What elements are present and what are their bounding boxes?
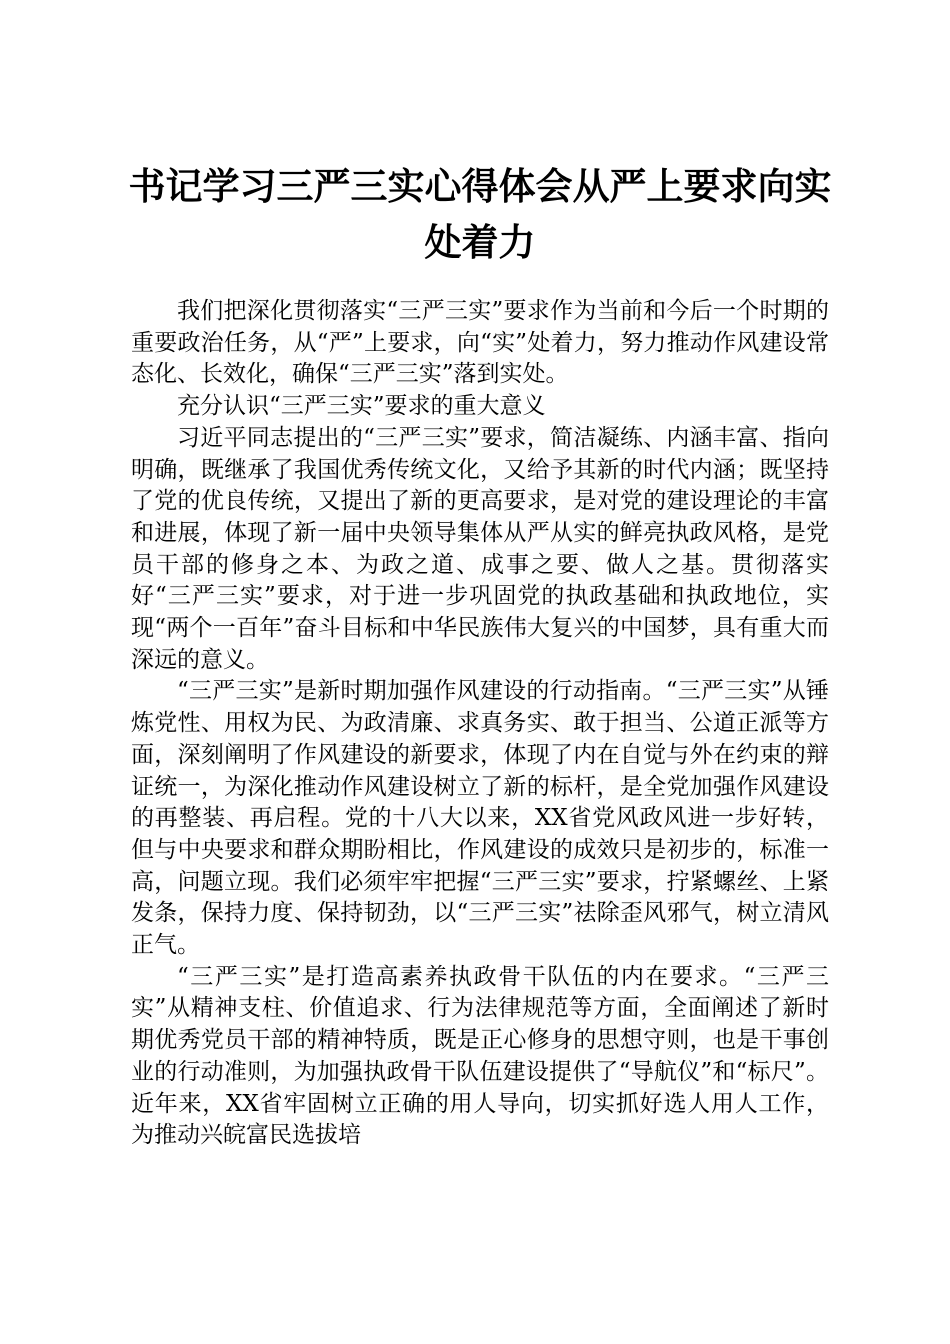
section-heading: 充分认识“三严三实”要求的重大意义 — [177, 393, 546, 420]
paragraph-significance: 习近平同志提出的“三严三实”要求，简洁凝练、内涵丰富、指向明确，既继承了我国优秀传统文化，又给予其新的时代内涵；既坚持了党的优良传统，又提出了新的更高要求，是对党的建设理论的丰富和进展，体现了新一届中央领导集体从严从实的鲜亮执政风格，是党员干部的修身之本、为政之道、成事之要、做人之基。贯彻落实好“三严三实”要求，对于进一步巩固党的执政基础和执政地位，实现“两个一百年”奋斗目标和中华民族伟大复兴的中国梦，具有重大而深远的意义。 — [131, 424, 829, 673]
paragraph-intro: 我们把深化贯彻落实“三严三实”要求作为当前和今后一个时期的重要政治任务，从“严”上要求，向“实”处着力，努力推动作风建设常态化、长效化，确保“三严三实”落到实处。 — [131, 298, 829, 388]
paragraph-style-guide: “三严三实”是新时期加强作风建设的行动指南。“三严三实”从锤炼党性、用权为民、为政清廉、求真务实、敢于担当、公道正派等方面，深刻阐明了作风建设的新要求，体现了内在自觉与外在约束的辩证统一，为深化推动作风建设树立了新的标杆，是全党加强作风建设的再整装、再启程。党的十八大以来，XX省党风政风进一步好转，但与中央要求和群众期盼相比，作风建设的成效只是初步的，标准一高，问题立现。我们必须牢牢把握“三严三实”要求，拧紧螺丝、上紧发条，保持力度、保持韧劲，以“三严三实”祛除歪风邪气，树立清风正气。 — [131, 678, 829, 959]
document-title: 书记学习三严三实心得体会从严上要求向实处着力 — [128, 164, 832, 264]
paragraph-cadre-requirement: “三严三实”是打造高素养执政骨干队伍的内在要求。“三严三实”从精神支柱、价值追求、行为法律规范等方面，全面阐述了新时期优秀党员干部的精神特质，既是正心修身的思想守则，也是干事创业的行动准则，为加强执政骨干队伍建设提供了“导航仪”和“标尺”。近年来，XX省牢固树立正确的用人导向，切实抓好选人用人工作，为推动兴皖富民选拔培 — [131, 963, 829, 1149]
document-body — [131, 296, 829, 1152]
